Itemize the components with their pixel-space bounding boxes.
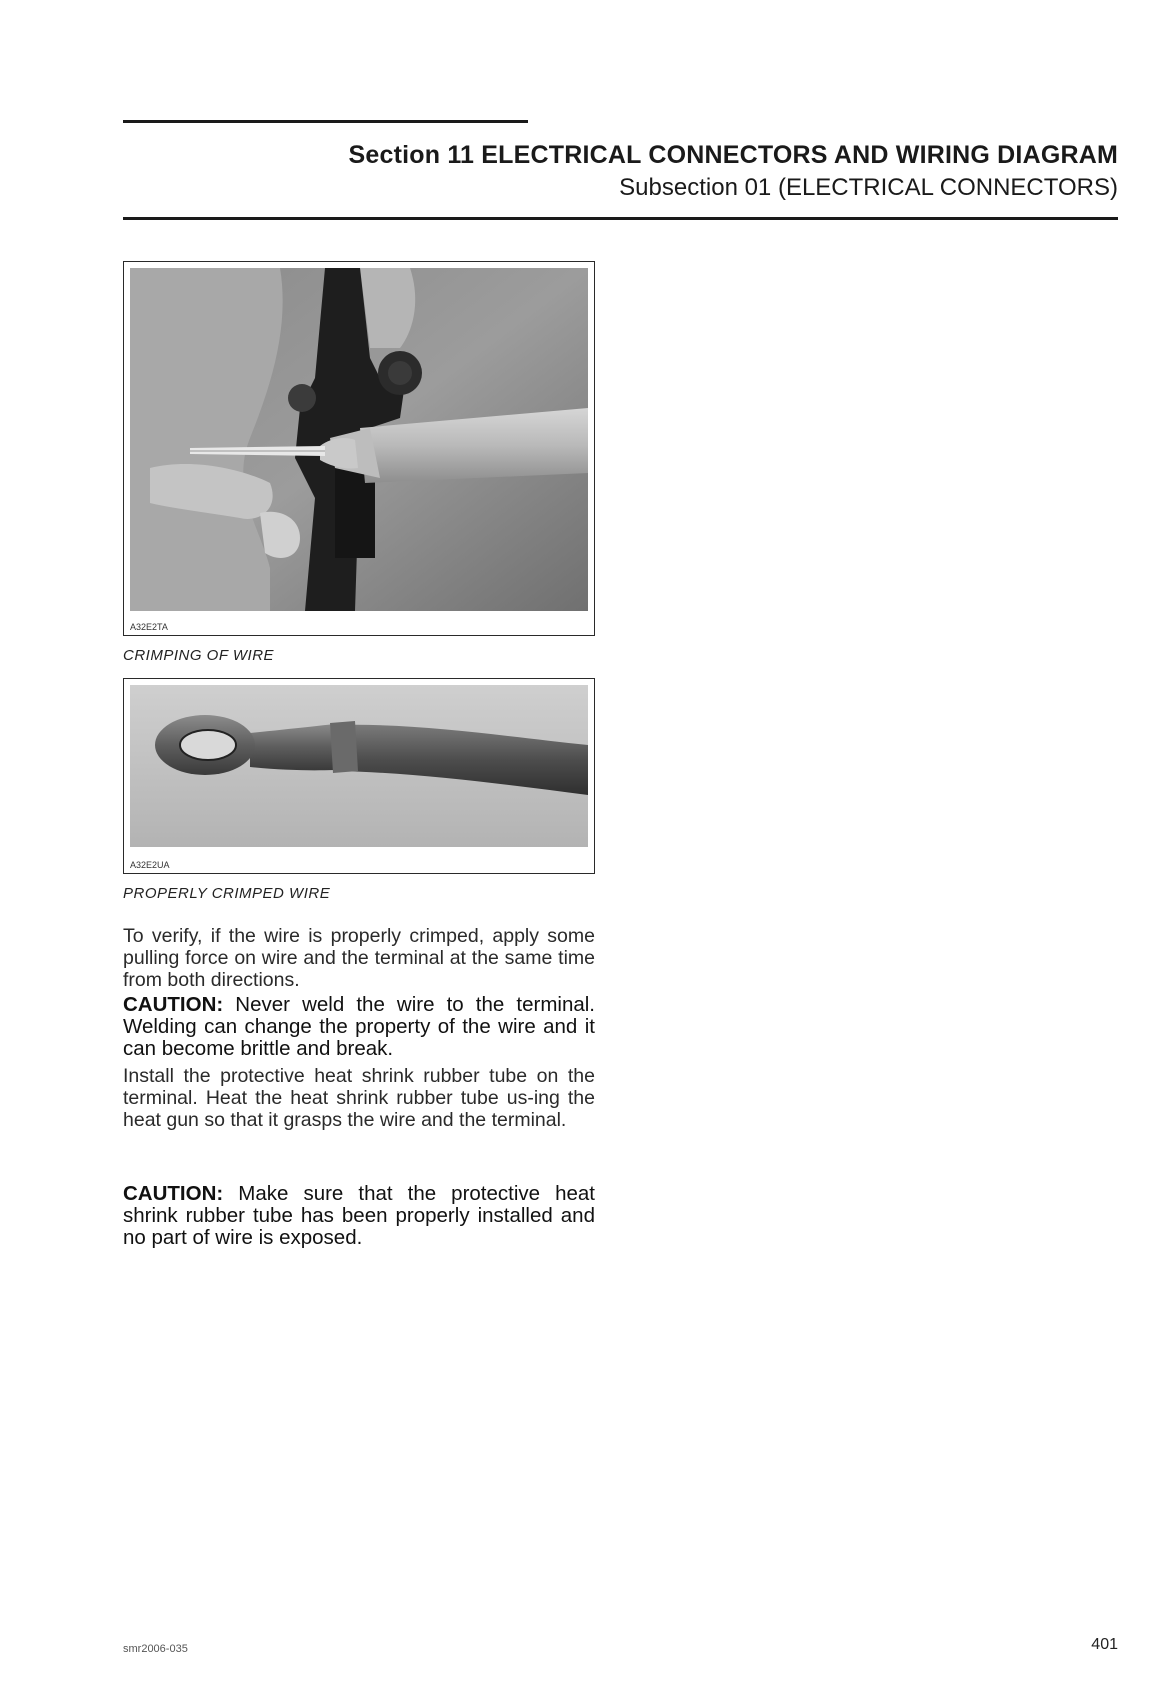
figure-caption: PROPERLY CRIMPED WIRE <box>123 885 331 902</box>
header-rule-bottom <box>123 217 1118 220</box>
caution-text: Never weld the wire to the terminal. Welding can change the property of the wire and it can become brittle and break. <box>123 993 595 1060</box>
caution-note <box>123 994 595 1060</box>
body-paragraph: To verify, if the wire is properly crimped, apply some pulling force on wire and the terminal at the same time from both directions. <box>123 925 595 991</box>
figure-caption: CRIMPING OF WIRE <box>123 647 275 664</box>
page-number: 401 <box>1091 1636 1118 1653</box>
crimped-wire-photo <box>130 685 588 847</box>
caution-note <box>123 1183 595 1249</box>
figure-crimped-wire <box>123 678 595 874</box>
crimping-photo <box>130 268 588 611</box>
caution-text: Make sure that the protective heat shrink rubber tube has been properly installed and no part of wire is exposed. <box>123 1182 595 1249</box>
figure-code: A32E2UA <box>130 860 170 870</box>
header-rule-top <box>123 120 528 123</box>
figure-crimping <box>123 261 595 636</box>
subsection-title: Subsection 01 (ELECTRICAL CONNECTORS) <box>619 174 1118 201</box>
body-paragraph: Install the protective heat shrink rubber tube on the terminal. Heat the heat shrink rubber tube us-ing the heat gun so that it grasps the wire and the terminal. <box>123 1065 595 1131</box>
caution-label: CAUTION: <box>123 1182 224 1205</box>
section-title: Section 11 ELECTRICAL CONNECTORS AND WIRING DIAGRAM <box>348 141 1118 169</box>
caution-label: CAUTION: <box>123 993 224 1016</box>
document-code: smr2006-035 <box>123 1643 188 1655</box>
figure-code: A32E2TA <box>130 622 168 632</box>
